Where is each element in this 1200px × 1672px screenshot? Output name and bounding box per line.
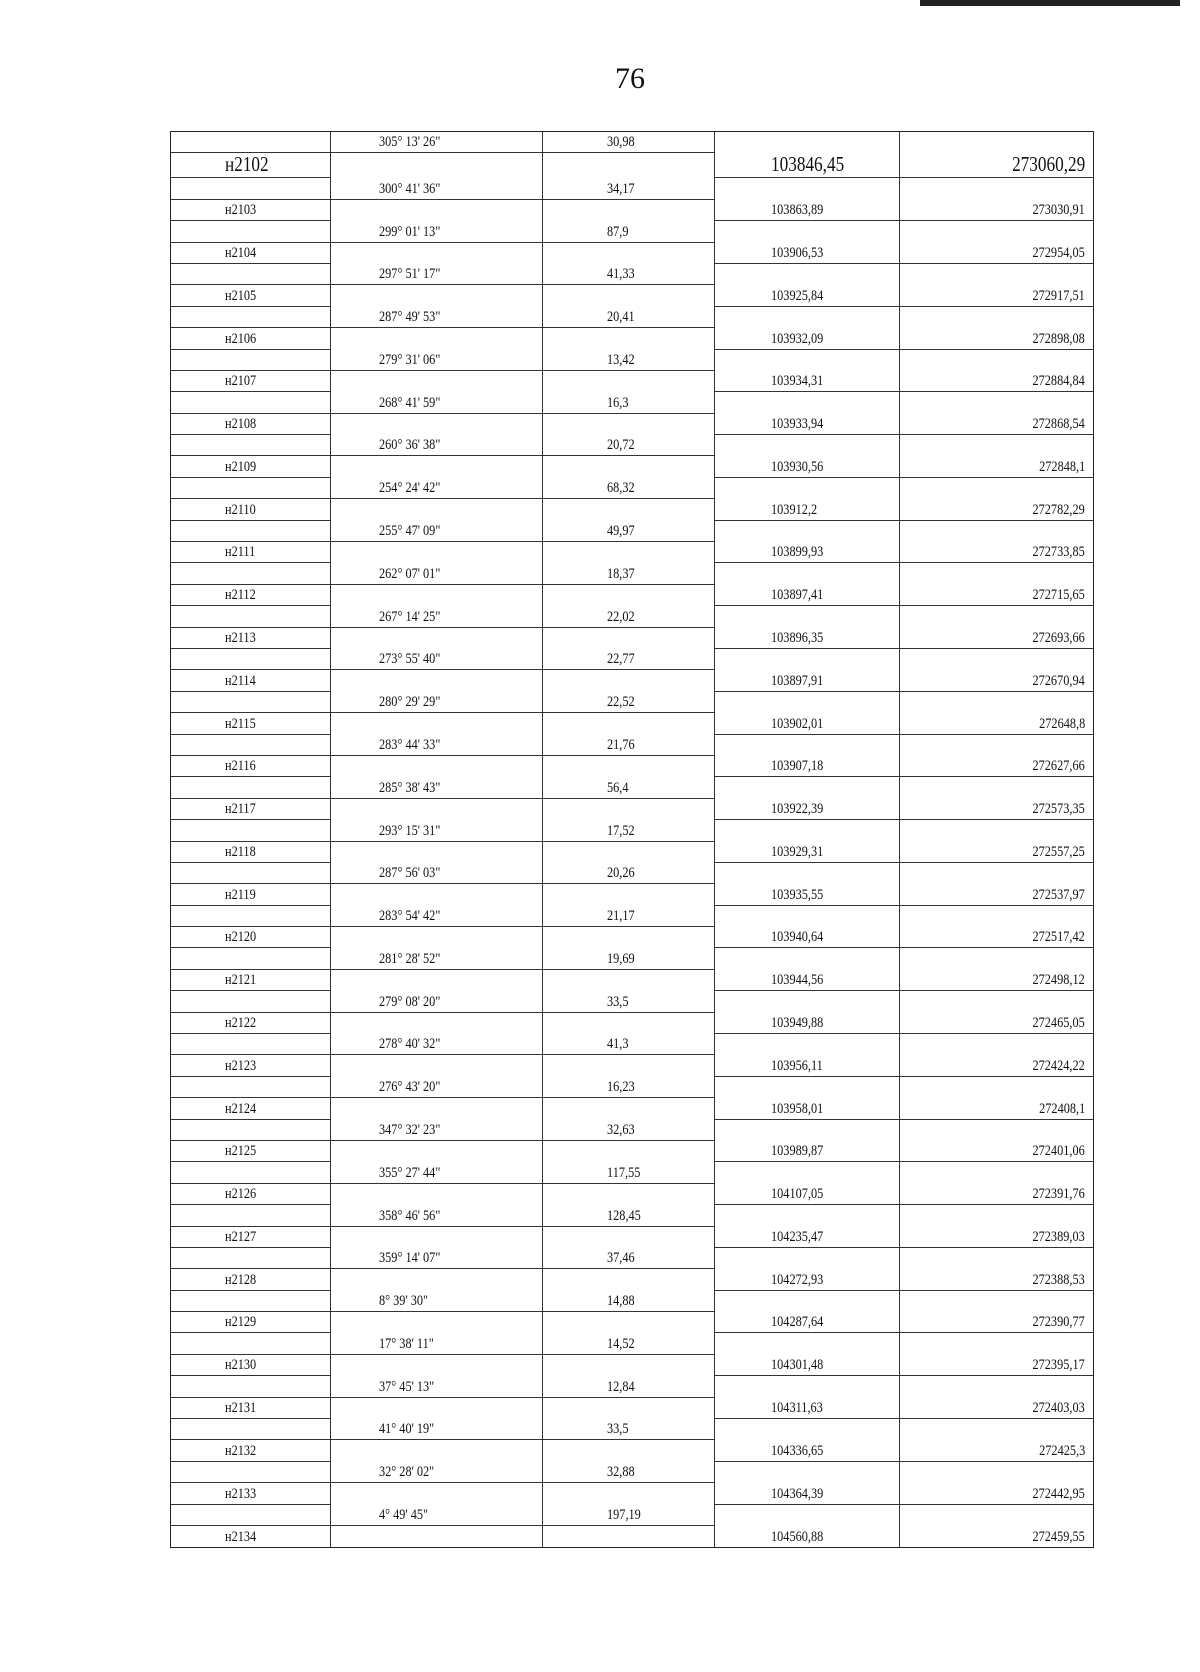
point-row <box>171 456 1093 477</box>
segment-row <box>171 777 1093 798</box>
point-row <box>171 628 1093 649</box>
point-y: 272884,84 <box>1032 373 1085 390</box>
segment-distance: 22,77 <box>607 651 635 668</box>
point-y: 272517,42 <box>1032 929 1085 946</box>
segment-row <box>171 1505 1093 1526</box>
point-row <box>171 328 1093 349</box>
segment-distance: 117,55 <box>607 1164 641 1181</box>
point-row <box>171 927 1093 948</box>
segment-angle: 359° 14' 07" <box>379 1250 441 1267</box>
point-x: 103907,18 <box>771 758 824 775</box>
point-name: н2109 <box>225 458 257 475</box>
point-name: н2125 <box>225 1143 257 1160</box>
segment-distance: 41,3 <box>607 1036 629 1053</box>
point-name: н2103 <box>225 202 257 219</box>
point-x: 103934,31 <box>771 373 824 390</box>
point-x: 104235,47 <box>771 1228 824 1245</box>
segment-distance: 30,98 <box>607 134 635 151</box>
point-name: н2108 <box>225 416 257 433</box>
segment-row <box>171 563 1093 584</box>
point-name: н2126 <box>225 1186 257 1203</box>
point-name: н2133 <box>225 1485 257 1502</box>
segment-distance: 33,5 <box>607 993 629 1010</box>
point-name: н2110 <box>225 501 256 518</box>
point-row <box>171 1312 1093 1333</box>
point-y: 272388,53 <box>1032 1271 1085 1288</box>
point-name: н2118 <box>225 843 256 860</box>
point-y: 272693,66 <box>1032 629 1085 646</box>
segment-angle: 297° 51' 17" <box>379 266 441 283</box>
segment-angle: 287° 49' 53" <box>379 309 441 326</box>
segment-distance: 32,88 <box>607 1464 635 1481</box>
point-row <box>171 713 1093 734</box>
point-row <box>171 1398 1093 1419</box>
point-y: 272898,08 <box>1032 330 1085 347</box>
point-x: 103933,94 <box>771 416 824 433</box>
point-row <box>171 970 1093 991</box>
segment-angle: 17° 38' 11" <box>379 1335 434 1352</box>
segment-angle: 37° 45' 13" <box>379 1378 435 1395</box>
point-name: н2120 <box>225 929 257 946</box>
point-y: 273060,29 <box>1011 152 1085 177</box>
segment-distance: 22,52 <box>607 694 635 711</box>
point-name: н2117 <box>225 801 256 818</box>
point-name: н2107 <box>225 373 257 390</box>
segment-row <box>171 132 1093 153</box>
segment-row <box>171 948 1093 969</box>
segment-angle: 4° 49' 45" <box>379 1507 429 1523</box>
segment-distance: 56,4 <box>607 779 629 796</box>
point-row <box>171 1526 1093 1547</box>
point-name: н2119 <box>225 886 256 903</box>
segment-row <box>171 350 1093 371</box>
point-x: 103989,87 <box>771 1143 824 1160</box>
point-x: 103958,01 <box>771 1100 824 1117</box>
point-name: н2113 <box>225 629 256 646</box>
point-y: 272917,51 <box>1032 287 1085 304</box>
segment-distance: 37,46 <box>607 1250 635 1267</box>
segment-angle: 262° 07' 01" <box>379 565 441 582</box>
segment-angle: 280° 29' 29" <box>379 694 441 711</box>
point-name: н2132 <box>225 1442 257 1459</box>
point-y: 272648,8 <box>1038 715 1085 732</box>
segment-distance: 16,3 <box>607 394 629 411</box>
point-x: 104287,64 <box>771 1314 824 1331</box>
point-y: 272573,35 <box>1032 801 1085 818</box>
point-row <box>171 884 1093 905</box>
point-x: 103863,89 <box>771 202 824 219</box>
point-x: 103899,93 <box>771 544 824 561</box>
point-name: н2111 <box>225 544 256 561</box>
segment-distance: 21,76 <box>607 736 635 753</box>
point-name: н2129 <box>225 1314 257 1331</box>
segment-distance: 32,63 <box>607 1121 635 1138</box>
point-name: н2128 <box>225 1271 257 1288</box>
point-y: 272403,03 <box>1032 1400 1085 1417</box>
point-name: н2112 <box>225 587 256 604</box>
point-x: 104311,63 <box>771 1400 823 1417</box>
page-number: 76 <box>615 62 645 95</box>
segment-distance: 20,72 <box>607 437 635 454</box>
segment-distance: 33,5 <box>607 1421 629 1438</box>
point-row <box>171 542 1093 563</box>
point-row <box>171 499 1093 520</box>
point-row <box>171 1227 1093 1248</box>
segment-angle: 279° 31' 06" <box>379 351 441 368</box>
segment-angle: 32° 28' 02" <box>379 1464 435 1481</box>
segment-angle: 347° 32' 23" <box>379 1121 441 1138</box>
point-row <box>171 1440 1093 1461</box>
point-y: 272733,85 <box>1032 544 1085 561</box>
point-name: н2131 <box>225 1400 257 1417</box>
point-x: 103940,64 <box>771 929 824 946</box>
point-name: н2102 <box>225 152 269 177</box>
segment-angle: 254° 24' 42" <box>379 480 441 497</box>
segment-row <box>171 991 1093 1012</box>
point-y: 272465,05 <box>1032 1015 1085 1032</box>
point-row <box>171 842 1093 863</box>
point-y: 272442,95 <box>1032 1485 1085 1502</box>
segment-row <box>171 221 1093 242</box>
segment-angle: 300° 41' 36" <box>379 180 441 197</box>
point-name: н2104 <box>225 244 257 261</box>
segment-row <box>171 1462 1093 1483</box>
point-name: н2123 <box>225 1057 257 1074</box>
point-y: 272425,3 <box>1038 1442 1085 1459</box>
segment-angle: 8° 39' 30" <box>379 1293 429 1310</box>
point-x: 103897,41 <box>771 587 824 604</box>
point-y: 272498,12 <box>1032 972 1085 989</box>
point-x: 104336,65 <box>771 1442 824 1459</box>
segment-distance: 12,84 <box>607 1378 635 1395</box>
point-y: 272848,1 <box>1038 458 1085 475</box>
segment-angle: 358° 46' 56" <box>379 1207 441 1224</box>
point-name: н2121 <box>225 972 257 989</box>
point-row <box>171 243 1093 264</box>
segment-angle: 41° 40' 19" <box>379 1421 435 1438</box>
segment-row <box>171 1034 1093 1055</box>
segment-distance: 20,26 <box>607 865 635 882</box>
point-x: 104272,93 <box>771 1271 824 1288</box>
point-x: 104107,05 <box>771 1186 824 1203</box>
point-y: 273030,91 <box>1032 202 1085 219</box>
segment-row <box>171 264 1093 285</box>
segment-angle: 276° 43' 20" <box>379 1079 441 1096</box>
point-y: 272391,76 <box>1032 1186 1085 1203</box>
segment-angle: 281° 28' 52" <box>379 950 441 967</box>
point-x: 103906,53 <box>771 244 824 261</box>
segment-distance: 19,69 <box>607 950 635 967</box>
point-x: 103925,84 <box>771 287 824 304</box>
point-name: н2106 <box>225 330 257 347</box>
segment-distance: 13,42 <box>607 351 635 368</box>
point-y: 272868,54 <box>1032 416 1085 433</box>
point-row <box>171 1055 1093 1076</box>
point-row <box>171 1098 1093 1119</box>
segment-angle: 283° 54' 42" <box>379 908 441 925</box>
segment-distance: 21,17 <box>607 908 635 925</box>
segment-angle: 268° 41' 59" <box>379 394 441 411</box>
point-x: 103912,2 <box>771 501 818 518</box>
segment-row <box>171 1248 1093 1269</box>
segment-angle: 293° 15' 31" <box>379 822 441 839</box>
segment-row <box>171 1077 1093 1098</box>
point-y: 272557,25 <box>1032 843 1085 860</box>
segment-angle: 278° 40' 32" <box>379 1036 441 1053</box>
segment-angle: 287° 56' 03" <box>379 865 441 882</box>
point-row <box>171 1355 1093 1376</box>
point-x: 103929,31 <box>771 843 824 860</box>
point-y: 272537,97 <box>1032 886 1085 903</box>
point-x: 104364,39 <box>771 1485 824 1502</box>
segment-distance: 14,88 <box>607 1293 635 1310</box>
point-x: 103932,09 <box>771 330 824 347</box>
point-name: н2115 <box>225 715 256 732</box>
segment-row <box>171 735 1093 756</box>
point-row <box>171 371 1093 392</box>
point-row <box>171 1269 1093 1290</box>
point-name: н2114 <box>225 672 256 689</box>
segment-row <box>171 1376 1093 1397</box>
segment-distance: 20,41 <box>607 309 635 326</box>
point-y: 272782,29 <box>1032 501 1085 518</box>
segment-row <box>171 606 1093 627</box>
point-y: 272670,94 <box>1032 672 1085 689</box>
point-x: 103956,11 <box>771 1057 823 1074</box>
point-y: 272408,1 <box>1038 1100 1085 1117</box>
segment-distance: 128,45 <box>607 1207 641 1224</box>
segment-row <box>171 1419 1093 1440</box>
segment-distance: 87,9 <box>607 223 629 240</box>
point-x: 103930,56 <box>771 458 824 475</box>
point-x: 103949,88 <box>771 1015 824 1032</box>
segment-distance: 68,32 <box>607 480 635 497</box>
segment-distance: 14,52 <box>607 1335 635 1352</box>
point-row <box>171 670 1093 691</box>
segment-angle: 267° 14' 25" <box>379 608 441 625</box>
point-row <box>171 285 1093 306</box>
segment-distance: 17,52 <box>607 822 635 839</box>
point-row <box>171 799 1093 820</box>
segment-angle: 305° 13' 26" <box>379 134 441 151</box>
point-x: 103922,39 <box>771 801 824 818</box>
segment-row <box>171 521 1093 542</box>
segment-distance: 41,33 <box>607 266 635 283</box>
segment-row <box>171 1205 1093 1226</box>
segment-row <box>171 1162 1093 1183</box>
point-y: 272401,06 <box>1032 1143 1085 1160</box>
segment-distance: 197,19 <box>607 1507 641 1523</box>
point-row <box>171 1013 1093 1034</box>
segment-row <box>171 1120 1093 1141</box>
point-row <box>171 1141 1093 1162</box>
point-y: 272627,66 <box>1032 758 1085 775</box>
segment-distance: 18,37 <box>607 565 635 582</box>
point-row <box>171 1483 1093 1504</box>
segment-distance: 22,02 <box>607 608 635 625</box>
segment-row <box>171 1333 1093 1354</box>
segment-angle: 283° 44' 33" <box>379 736 441 753</box>
point-row <box>171 756 1093 777</box>
point-row <box>171 153 1093 178</box>
point-y: 272715,65 <box>1032 587 1085 604</box>
point-x: 103896,35 <box>771 629 824 646</box>
segment-distance: 49,97 <box>607 523 635 540</box>
point-x: 103902,01 <box>771 715 824 732</box>
point-name: н2127 <box>225 1228 257 1245</box>
point-y: 272424,22 <box>1032 1057 1085 1074</box>
segment-row <box>171 478 1093 499</box>
segment-distance: 34,17 <box>607 180 635 197</box>
segment-row <box>171 1291 1093 1312</box>
segment-row <box>171 307 1093 328</box>
point-row <box>171 200 1093 221</box>
point-x: 103944,56 <box>771 972 824 989</box>
point-x: 103897,91 <box>771 672 824 689</box>
point-y: 272390,77 <box>1032 1314 1085 1331</box>
point-y: 272395,17 <box>1032 1357 1085 1374</box>
point-name: н2134 <box>225 1529 257 1546</box>
point-y: 272954,05 <box>1032 244 1085 261</box>
segment-row <box>171 178 1093 199</box>
segment-row <box>171 392 1093 413</box>
point-x: 104560,88 <box>771 1529 824 1546</box>
point-x: 104301,48 <box>771 1357 824 1374</box>
segment-row <box>171 906 1093 927</box>
point-name: н2105 <box>225 287 257 304</box>
segment-row <box>171 649 1093 670</box>
point-x: 103935,55 <box>771 886 824 903</box>
point-y: 272389,03 <box>1032 1228 1085 1245</box>
segment-distance: 16,23 <box>607 1079 635 1096</box>
point-row <box>171 414 1093 435</box>
point-name: н2124 <box>225 1100 257 1117</box>
segment-row <box>171 435 1093 456</box>
segment-angle: 355° 27' 44" <box>379 1164 441 1181</box>
segment-angle: 255° 47' 09" <box>379 523 441 540</box>
point-name: н2130 <box>225 1357 257 1374</box>
segment-angle: 273° 55' 40" <box>379 651 441 668</box>
point-y: 272459,55 <box>1032 1529 1085 1546</box>
segment-angle: 299° 01' 13" <box>379 223 441 240</box>
top-edge-rule <box>920 0 1180 6</box>
coordinates-table <box>170 131 1094 1548</box>
point-row <box>171 585 1093 606</box>
segment-row <box>171 692 1093 713</box>
point-x: 103846,45 <box>771 152 845 177</box>
point-row <box>171 1184 1093 1205</box>
point-name: н2116 <box>225 758 256 775</box>
segment-angle: 285° 38' 43" <box>379 779 441 796</box>
segment-row <box>171 863 1093 884</box>
segment-angle: 279° 08' 20" <box>379 993 441 1010</box>
point-name: н2122 <box>225 1015 257 1032</box>
segment-angle: 260° 36' 38" <box>379 437 441 454</box>
segment-row <box>171 820 1093 841</box>
